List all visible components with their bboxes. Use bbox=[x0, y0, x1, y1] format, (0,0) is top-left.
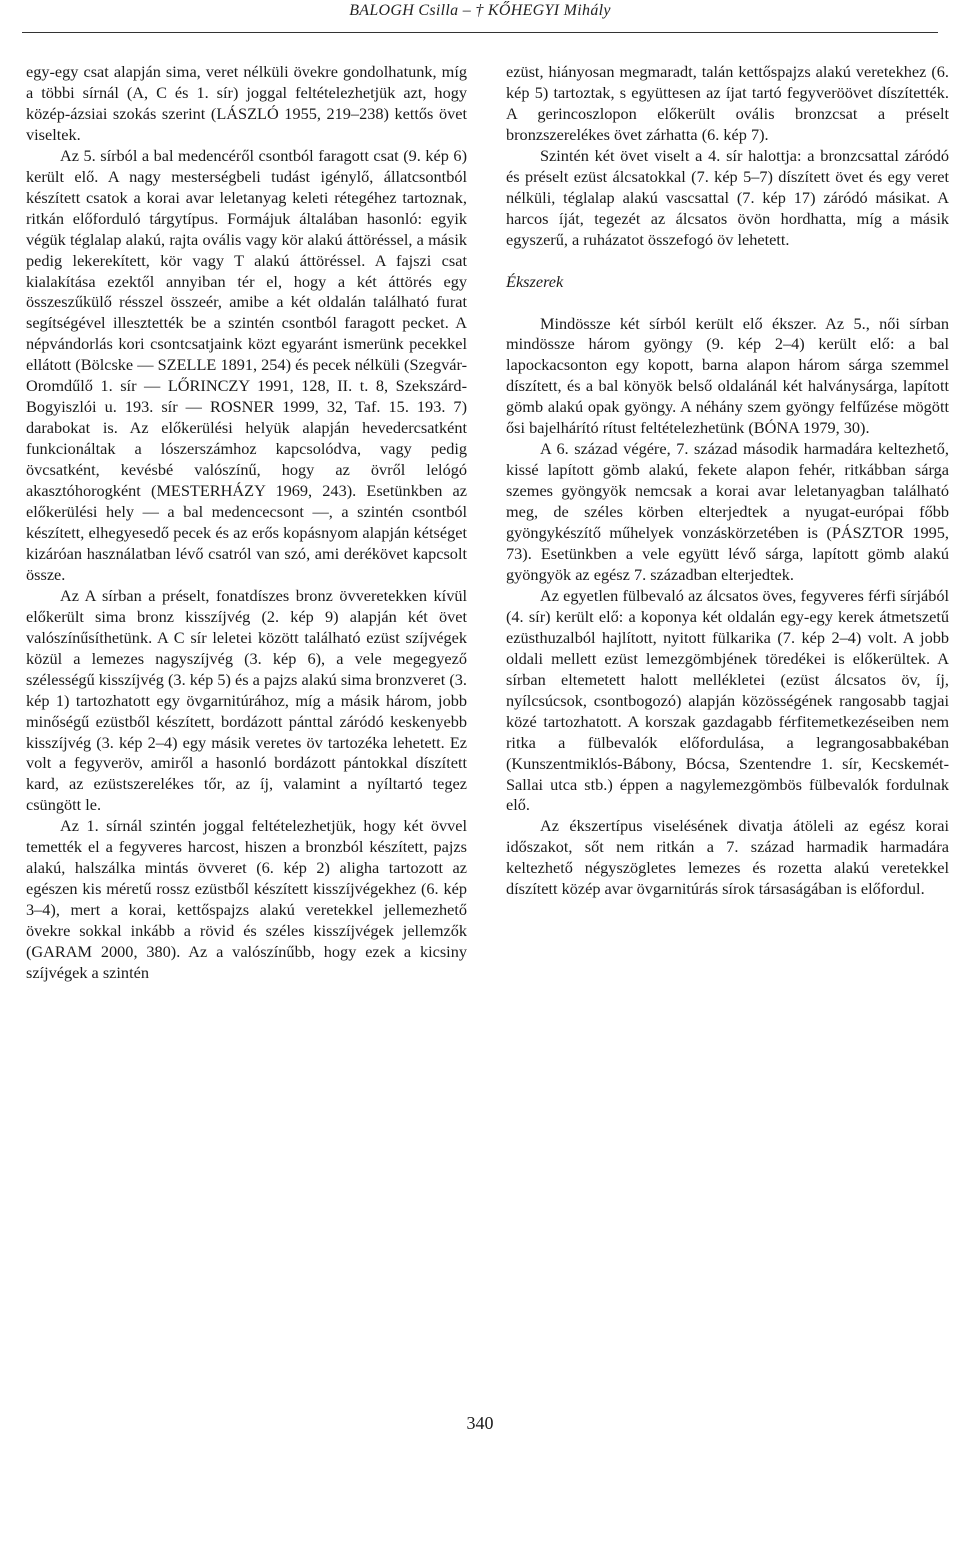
paragraph: Az 5. sírból a bal medencéről csontból faragott csat (9. kép 6) került elő. A nagy mesterségbeli tudást igénylő, állatcsontból készített csatok a korai avar leletanyag keleti rétegéhez tartoznak, ritkán előforduló tárgytípus. Formájuk általában hasonló: egyik végük téglalap alakú, rajta ovális vagy kör alakú áttöréssel, a másik pedig lekerekített, kör vagy T alakú áttöréssel. A fajszi csat kialakítása ezektől annyiban tér el, hogy a két áttörés egy összeszűkülő résszel összeér, amibe a két oldalán található furat segítségével illesztették be a szintén csontból faragott pecket. A népvándorlás kori csontcsatjaink közt egyaránt ismerünk pecekkel ellátott (Bölcske — SZELLE 1891, 254) és pecek nélküli (Szegvár-Oromdűlő 1. sír — LŐRINCZY 1991, 128, II. t. 8, Szekszárd-Bogyiszlói u. 193. sír — ROSNER 1999, 32, Taf. 15. 193. 7) darabokat is. Az előkerülési helyük alapján hevedercsatként funkcionáltak a lószerszámhoz kapcsolódva, vagy pedig övcsatként, kevésbé valószínű, hogy az övről lelógó akasztóhorogként (MESTERHÁZY 1969, 243). Esetünkben az előkerülési hely — a bal medencecsont —, a szintén csontból készített, elhegyesedő pecek és az erős kopásnyom alapján kétséget kizáróan használatban lévő csatról van szó, ami derékövet kapcsolt össze. bbox=[26, 145, 467, 584]
paragraph: A 6. század végére, 7. század második harmadára keltezhető, kissé lapított gömb alakú, fekete alapon fehér, ritkábban sárga szemes gyöngyök nemcsak a korai avar leletanyagban található meg, de széles körben elterjedtek a nyugat-európai főbb gyöngykészítő műhelyek vonzáskörzetében is (PÁSZTOR 1995, 73). Esetünkben a vele együtt lévő sárga, lapított gömb alakú gyöngyök az egész 7. században elterjedtek. bbox=[506, 439, 949, 584]
paragraph: ezüst, hiányosan megmaradt, talán kettőspajzs alakú veretekhez (6. kép 5) tartoztak, s együttesen az íjat tartó fegyveröövet díszítették. A gerincoszlopon előkerült ovális bronzcsat a préselt bronzszerelékes övet zárhatta (6. kép 7). bbox=[506, 62, 949, 144]
section-heading: Ékszerek bbox=[506, 271, 564, 291]
paragraph: Az 1. sírnál szintén joggal feltételezhetjük, hogy két övvel temették el a fegyveres harcost, hiszen a bronzból készített, pajzs alakú, halszálka mintás övveret (6. kép 2) aligha tartozott az egészen kis méretű rossz ezüstből készített kisszíjvégekhez (6. kép 3–4), mert a korai, kettőspajzs alakú veretekkel jellemezhető övekre sokkal inkább a rövid és széles kisszíjvégek jellemzők (GARAM 2000, 380). Az a valószínűbb, hogy ezek a kicsiny szíjvégek a szintén bbox=[26, 816, 467, 982]
paragraph: Szintén két övet viselt a 4. sír halottja: a bronzcsattal záródó és préselt ezüst álcsatokkal (7. kép 5–7) díszített övet és egy veret nélküli, téglalap alakú vascsattal (7. kép 17) záródó másikat. A harcos íját, tegezét az álcsatos övön hordhatta, míg a másik egyszerű, a ruházatot összefogó öv lehetett. bbox=[506, 145, 949, 249]
right-column bbox=[506, 62, 949, 900]
paragraph: egy-egy csat alapján sima, veret nélküli övekre gondolhatunk, míg a többi sírnál (A, C és 1. sír) joggal feltételezhetjük azt, hogy közép-ázsiai szokás szerint (LÁSZLÓ 1955, 219–238) kettős övet viseltek. bbox=[26, 62, 467, 144]
paragraph: Az ékszertípus viselésének divatja átölelі az egész korai időszakot, sőt nem ritkán a 7. század harmadik harmadára keltezhető négyszögletes lemezes és rozetta alakú veretekkel díszített közép avar övgarnitúrás sírok társaságában is előfordul. bbox=[506, 816, 949, 899]
left-column bbox=[26, 62, 467, 984]
paragraph: Az A sírban a préselt, fonatdíszes bronz övveretekken kívül előkerült sima bronz kisszíjvég (2. kép 9) alapján két övet valószínűsíthetünk. A C sír leletei között található ezüst szíjvégek közül a lemezes nagyszíjvég (3. kép 6), a vele megegyező szélességű kisszíjvég (3. kép 5) és a pajzs alakú sima bronzveret (3. kép 1) tartozhatott egy övgarnitúrához, míg a másik három, jobb minőségű ezüstből készített, bordázott pánttal záródó keskenyebb kisszíjvég (3. kép 2–4) egy másik veretes öv tartozéka lehetett. Ez volt a fegyveröv, amiről a hasonló bordázott pántokkal díszített kard, az ezüstszerelékes tőr, az íj, valamint a nyíltartó tegez csüngött le. bbox=[26, 585, 467, 815]
page-number: 340 bbox=[466, 1413, 494, 1433]
paragraph: Mindössze két sírból került elő ékszer. Az 5., női sírban mindössze három gyöngy (9. kép 2–4) került elő: a bal lapockacsonton egy kopott, barna alapon három sárga szemmel díszített, és a bal könyök belső oldalánál két halványsárga, lapított gömb alakú opak gyöngy. A néhány szem gyöngy felfűzése mögött ősi bajelhárító rítust feltételezhetünk (BÓNA 1979, 30). bbox=[506, 313, 949, 438]
running-header: BALOGH Csilla – † KŐHEGYI Mihály bbox=[349, 2, 611, 19]
header-rule bbox=[22, 32, 938, 33]
paragraph: Az egyetlen fülbevaló az álcsatos öves, fegyveres férfi sírjából (4. sír) került elő: a koponya két oldalán egy-egy kerek átmetszetű ezüsthuzalból hajlított, nyitott fülkarika (7. kép 2–4) volt. A jobb oldali mellett ezüst lemezgömbjének töredékei is előkerültek. A sírban eltemetett halott mellékletei (ezüst álcsatos öv, íj, nyílcsúcsok, csontbogozó) alapján közösségének rangosabb tagjai közé tartozhatott. A korszak gazdagabb férfitemetkezéseiben nem ritka a fülbevalók előfordulása, a legrangosabbakéban (Kunszentmiklós-Bábony, Bócsa, Szentendre 1. sír, Kecskemét-Sallai utca stb.) éppen a nagylemezgömbös fülbevalók fordulnak elő. bbox=[506, 585, 949, 815]
